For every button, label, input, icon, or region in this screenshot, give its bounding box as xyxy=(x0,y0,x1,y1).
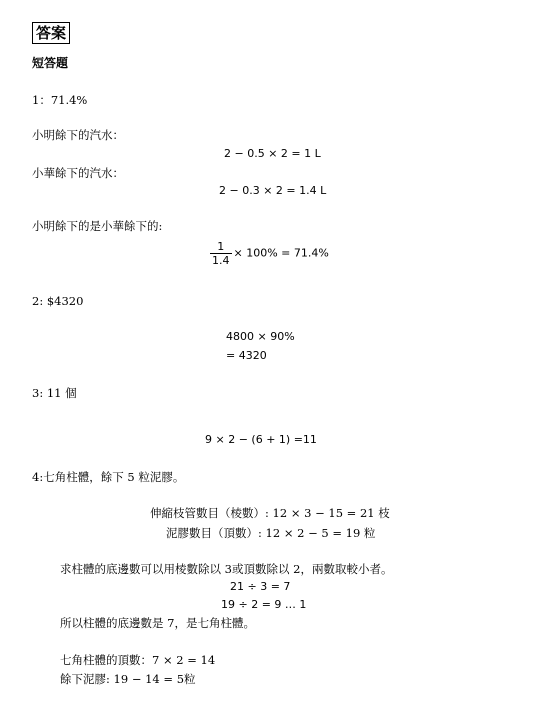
q2-line-1: 4800 × 90% xyxy=(226,330,295,343)
q1-fraction-numerator: 1 xyxy=(210,240,232,254)
q3-equation: 9 × 2 − (6 + 1) =11 xyxy=(205,433,317,446)
q1-equation-c xyxy=(210,240,329,267)
q4-remaining: 餘下泥膠: 19 − 14 = 5粒 xyxy=(60,672,196,686)
q4-vertices-line: 泥膠數目（頂數）: 12 × 2 − 5 = 19 粒 xyxy=(166,526,376,540)
q4-edges-line: 伸縮枝管數目（棱數）: 12 × 3 − 15 = 21 枝 xyxy=(150,506,390,520)
q4-vertex-count: 七角柱體的頂數：7 × 2 = 14 xyxy=(60,653,216,667)
q2-line-2: = 4320 xyxy=(226,349,267,362)
q2-answer: 2: $4320 xyxy=(32,294,84,308)
q4-calc-2: 19 ÷ 2 = 9 … 1 xyxy=(221,598,307,611)
q1-equation-a: 2 − 0.5 × 2 = 1 L xyxy=(224,147,321,160)
q1-label-c: 小明餘下的是小華餘下的: xyxy=(32,219,163,233)
section-subtitle: 短答題 xyxy=(32,56,69,70)
q3-answer: 3: 11 個 xyxy=(32,386,77,400)
q1-label-a: 小明餘下的汽水： xyxy=(32,128,124,142)
q4-calc-1: 21 ÷ 3 = 7 xyxy=(230,580,291,593)
q1-equation-b: 2 − 0.3 × 2 = 1.4 L xyxy=(219,184,327,197)
q1-label-b: 小華餘下的汽水： xyxy=(32,166,124,180)
q4-answer: 4:七角柱體，餘下 5 粒泥膠。 xyxy=(32,470,185,484)
q1-answer: 1：71.4% xyxy=(32,93,88,107)
page-title: 答案 xyxy=(32,22,70,44)
q1-equation-c-rest: × 100% = 71.4% xyxy=(233,246,329,260)
q1-fraction-denominator: 1.4 xyxy=(212,254,230,267)
q1-fraction xyxy=(210,240,232,267)
q4-conclusion: 所以柱體的底邊數是 7，是七角柱體。 xyxy=(60,616,255,630)
q4-explanation: 求柱體的底邊數可以用棱數除以 3或頂數除以 2，兩數取較小者。 xyxy=(60,562,393,576)
